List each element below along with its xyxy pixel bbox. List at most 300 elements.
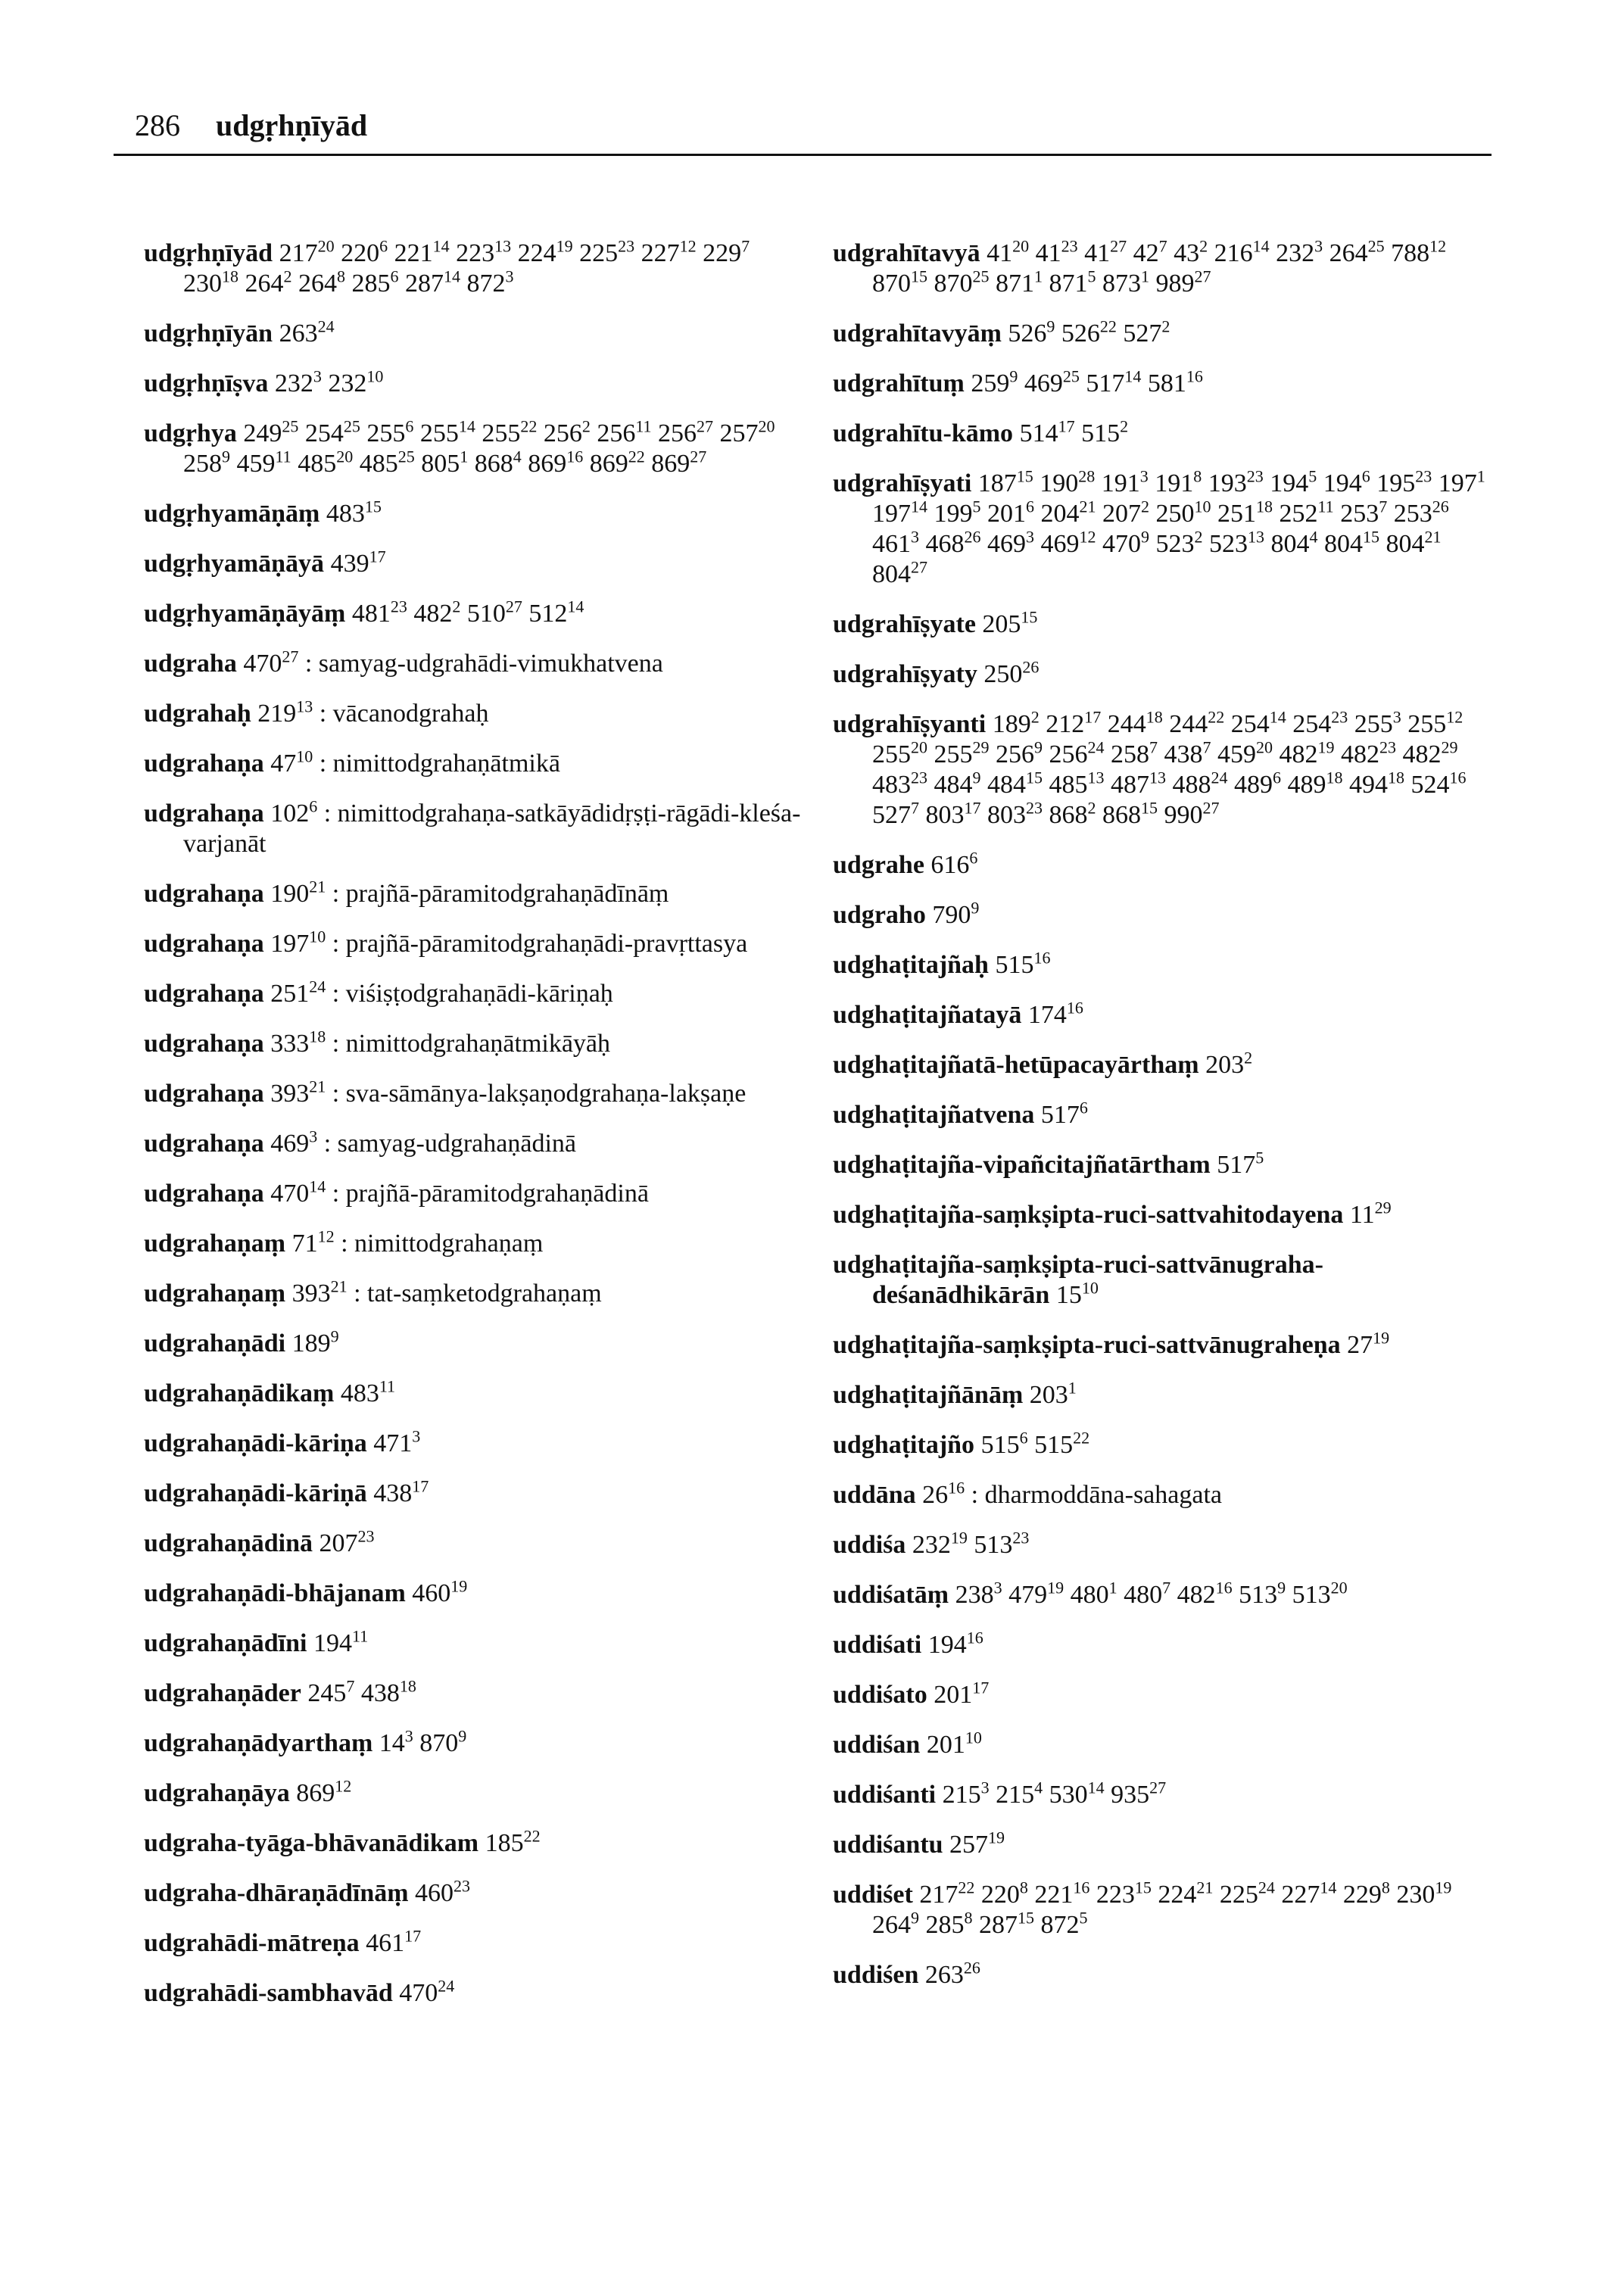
reference	[1349, 768, 1404, 799]
index-entry	[833, 1730, 1499, 1760]
reference	[982, 607, 1038, 638]
reference	[1101, 466, 1149, 497]
references	[373, 1426, 421, 1457]
reference	[1133, 236, 1167, 267]
ref-page: 264	[1329, 239, 1368, 267]
headword: udgrahaṇādi-kāriṇā	[144, 1479, 367, 1507]
reference	[924, 1958, 980, 1989]
ref-page: 530	[1049, 1781, 1088, 1809]
reference	[279, 236, 335, 267]
ref-page: 207	[319, 1529, 358, 1557]
reference	[1292, 707, 1348, 738]
ref-line: 3	[1026, 527, 1034, 547]
ref-line: 4	[1034, 1778, 1043, 1797]
ref-page: 484	[934, 771, 973, 799]
ref-line: 25	[1062, 366, 1080, 386]
reference	[304, 416, 360, 447]
ref-line: 9	[1009, 366, 1018, 386]
ref-line: 27	[282, 647, 299, 666]
ref-page: 483	[340, 1379, 379, 1407]
reference	[1347, 1328, 1390, 1359]
ref-page: 333	[270, 1030, 310, 1058]
ref-line: 16	[1066, 998, 1083, 1018]
index-entry	[833, 1830, 1499, 1860]
headword: udgṛhyamāṇāṃ	[144, 500, 320, 528]
ref-line: 16	[966, 1628, 983, 1647]
reference	[1061, 316, 1117, 348]
ref-page: 869	[589, 450, 628, 478]
ref-line: 2	[1194, 527, 1203, 547]
references	[949, 1828, 1005, 1859]
reference	[1324, 527, 1379, 558]
gloss: : sva-sāmānya-lakṣaṇodgrahaṇa-lakṣaṇe	[332, 1080, 747, 1108]
headword: udgrahaṇaṃ	[144, 1230, 286, 1258]
index-entry	[144, 549, 810, 579]
headword: udghaṭitajñānāṃ	[833, 1381, 1024, 1409]
headword: udgrahaṇāya	[144, 1779, 290, 1807]
ref-line: 21	[309, 1077, 326, 1096]
reference	[1292, 1578, 1348, 1609]
ref-line: 14	[309, 1177, 326, 1196]
ref-line: 11	[275, 447, 291, 466]
headword: uddiśatāṃ	[833, 1581, 949, 1609]
ref-page: 203	[1029, 1381, 1068, 1409]
ref-page: 11	[1349, 1201, 1375, 1229]
reference	[934, 266, 990, 298]
ref-page: 870	[934, 270, 973, 298]
reference	[1102, 497, 1149, 528]
headword: udgrahaṇaṃ	[144, 1279, 286, 1308]
headword: uddāna	[833, 1481, 916, 1509]
ref-line: 24	[1211, 768, 1228, 787]
ref-line: 9	[971, 898, 980, 918]
headword: udgrahaṇādīni	[144, 1629, 307, 1657]
ref-page: 220	[341, 239, 380, 267]
index-entry	[833, 1630, 1499, 1660]
ref-page: 469	[1040, 530, 1080, 558]
reference	[359, 447, 415, 478]
ref-line: 24	[438, 1976, 455, 1996]
ref-page: 215	[942, 1781, 981, 1809]
reference	[987, 236, 1030, 267]
ref-line: 10	[965, 1728, 982, 1747]
ref-line: 23	[1379, 737, 1396, 757]
ref-page: 190	[270, 880, 310, 908]
ref-page: 185	[485, 1829, 524, 1857]
ref-page: 194	[927, 1631, 967, 1659]
ref-page: 483	[872, 771, 911, 799]
headword: uddiśen	[833, 1961, 919, 1989]
headword: udgṛhṇīṣva	[144, 369, 269, 397]
headword: udgṛhyamāṇāyāṃ	[144, 600, 346, 628]
references	[1205, 1048, 1253, 1079]
reference	[872, 798, 919, 829]
ref-line: 3	[1392, 707, 1401, 727]
ref-line: 25	[397, 447, 415, 466]
index-entry	[144, 1626, 810, 1659]
reference	[983, 657, 1040, 688]
ref-line: 4	[513, 447, 522, 466]
ref-line: 6	[309, 796, 318, 816]
reference	[1040, 527, 1096, 558]
references	[243, 647, 299, 678]
ref-page: 479	[1008, 1581, 1048, 1609]
reference	[1172, 768, 1228, 799]
ref-page: 230	[1396, 1881, 1435, 1909]
ref-page: 244	[1107, 710, 1146, 738]
ref-page: 285	[925, 1911, 965, 1939]
gloss: : samyag-udgrahaṇādinā	[323, 1130, 576, 1158]
ref-line: 22	[1208, 707, 1225, 727]
reference	[351, 266, 399, 298]
reference	[1164, 798, 1220, 829]
ref-page: 220	[980, 1881, 1020, 1909]
ref-page: 523	[1155, 530, 1195, 558]
ref-page: 194	[1270, 469, 1309, 497]
ref-line: 24	[309, 977, 326, 996]
reference	[1102, 798, 1158, 829]
reference	[1279, 737, 1335, 768]
reference	[243, 416, 299, 447]
ref-line: 27	[505, 597, 522, 616]
ref-page: 483	[326, 500, 365, 528]
ref-page: 221	[394, 239, 433, 267]
ref-line: 13	[1149, 768, 1166, 787]
ref-page: 229	[1342, 1881, 1382, 1909]
ref-line: 12	[317, 1226, 335, 1246]
ref-page: 41	[1084, 239, 1111, 267]
reference	[872, 557, 927, 588]
ref-line: 2	[581, 416, 591, 436]
reference	[1393, 497, 1449, 528]
reference	[291, 1326, 339, 1357]
ref-line: 17	[369, 547, 386, 566]
reference	[270, 746, 313, 778]
headword: udghaṭitajña-saṃkṣipta-ruci-sattvānugraheṇa	[833, 1331, 1341, 1359]
ref-page: 225	[1219, 1881, 1258, 1909]
reference	[949, 1828, 1005, 1859]
ref-page: 513	[1239, 1581, 1278, 1609]
ref-page: 15	[1055, 1281, 1082, 1309]
ref-page: 232	[912, 1531, 951, 1559]
gloss: : vācanodgrahaḥ	[319, 700, 489, 728]
index-entry	[833, 1200, 1499, 1230]
headword: udgrahītuṃ	[833, 369, 965, 397]
ref-page: 254	[1230, 710, 1270, 738]
ref-line: 19	[556, 236, 573, 256]
ref-line: 19	[1435, 1878, 1452, 1897]
index-entry	[833, 366, 1499, 399]
ref-page: 869	[296, 1779, 335, 1807]
ref-page: 990	[1164, 801, 1203, 829]
ref-line: 20	[911, 737, 927, 757]
index-entry	[833, 1050, 1499, 1080]
index-entry	[833, 1330, 1499, 1361]
reference	[658, 416, 714, 447]
references	[274, 366, 384, 397]
reference	[1234, 768, 1281, 799]
ref-line: 18	[1256, 497, 1273, 516]
ref-line: 29	[972, 737, 990, 757]
ref-page: 515	[1081, 419, 1121, 447]
reference	[307, 1676, 355, 1707]
reference	[925, 527, 981, 558]
reference	[1111, 1778, 1167, 1809]
ref-line: 26	[963, 1958, 980, 1978]
ref-line: 10	[296, 746, 313, 766]
headword: udgrahādi-mātreṇa	[144, 1929, 360, 1957]
reference	[1008, 316, 1055, 348]
ref-line: 6	[1273, 768, 1281, 787]
reference	[1174, 236, 1208, 267]
reference	[1049, 737, 1105, 768]
ref-line: 27	[1149, 1778, 1167, 1797]
reference	[1158, 1878, 1214, 1909]
ref-line: 2	[1199, 236, 1208, 256]
index-entry	[833, 416, 1499, 449]
ref-line: 8	[1381, 1878, 1390, 1897]
ref-page: 204	[1040, 500, 1080, 528]
ref-page: 485	[359, 450, 398, 478]
reference	[236, 447, 291, 478]
ref-line: 9	[972, 768, 981, 787]
reference	[934, 497, 981, 528]
headword: uddiśato	[833, 1681, 927, 1709]
ref-line: 7	[346, 1676, 355, 1696]
references	[296, 1776, 352, 1807]
ref-page: 871	[996, 270, 1034, 298]
index-entry	[144, 1526, 810, 1559]
ref-line: 18	[1388, 768, 1404, 787]
reference	[1177, 1578, 1233, 1609]
ref-page: 287	[979, 1911, 1018, 1939]
reference	[1208, 466, 1264, 497]
index-entry	[144, 316, 810, 349]
reference	[419, 416, 475, 447]
ref-page: 189	[992, 710, 1031, 738]
references	[930, 848, 978, 879]
reference	[270, 1177, 326, 1208]
reference	[351, 597, 407, 628]
ref-line: 19	[1373, 1328, 1390, 1348]
ref-page: 215	[996, 1781, 1035, 1809]
index-entry	[144, 1376, 810, 1409]
reference	[1019, 416, 1075, 447]
headword: udgrahaṇa	[144, 880, 264, 908]
ref-line: 17	[964, 798, 981, 818]
ref-page: 438	[1164, 740, 1203, 768]
ref-page: 232	[274, 369, 313, 397]
index-entry	[833, 1000, 1499, 1030]
ref-line: 16	[1033, 948, 1051, 968]
ref-line: 20	[317, 236, 335, 256]
reference	[1281, 1878, 1337, 1909]
ref-line: 25	[343, 416, 360, 436]
reference	[270, 927, 326, 958]
index-entry	[833, 609, 1499, 640]
reference	[360, 1676, 416, 1707]
reference	[1438, 466, 1485, 497]
headword: udgrahītavyā	[833, 239, 980, 267]
reference	[703, 236, 750, 267]
headword: udghaṭitajñatayā	[833, 1001, 1022, 1029]
ref-page: 255	[419, 419, 459, 447]
reference	[373, 1426, 421, 1457]
ref-line: 17	[1084, 707, 1102, 727]
index-entry	[144, 1276, 810, 1309]
ref-line: 15	[364, 497, 382, 516]
reference	[1164, 737, 1211, 768]
ref-page: 255	[934, 740, 973, 768]
reference	[912, 1528, 968, 1559]
ref-line: 10	[366, 366, 384, 386]
references	[319, 1526, 375, 1557]
index-entry	[833, 1100, 1499, 1130]
ref-line: 17	[404, 1926, 422, 1946]
ref-page: 873	[1102, 270, 1141, 298]
ref-page: 870	[872, 270, 911, 298]
references	[270, 1127, 318, 1158]
reference	[412, 1576, 468, 1607]
ref-page: 803	[925, 801, 965, 829]
ref-line: 14	[458, 416, 475, 436]
ref-page: 224	[517, 239, 556, 267]
ref-page: 257	[719, 419, 759, 447]
index-entry	[144, 1029, 810, 1059]
references	[982, 607, 1038, 638]
reference	[996, 737, 1043, 768]
ref-page: 191	[1101, 469, 1140, 497]
ref-page: 481	[351, 600, 391, 628]
ref-line: 7	[1149, 737, 1158, 757]
reference	[482, 416, 538, 447]
left-column	[144, 238, 810, 2028]
index-entry	[833, 1430, 1499, 1460]
ref-page: 212	[1046, 710, 1085, 738]
index-entry	[144, 879, 810, 909]
reference	[1024, 366, 1080, 397]
ref-page: 804	[1324, 530, 1363, 558]
ref-page: 264	[872, 1911, 911, 1939]
headword: udgrahīṣyati	[833, 469, 972, 497]
headword: udgrahīṣyanti	[833, 710, 987, 738]
ref-line: 7	[911, 798, 919, 818]
ref-page: 468	[925, 530, 965, 558]
headword: udghaṭitajño	[833, 1431, 975, 1459]
headword: udgrahaṇa	[144, 1030, 264, 1058]
ref-line: 23	[1415, 466, 1432, 486]
ref-page: 469	[270, 1130, 310, 1158]
ref-page: 256	[996, 740, 1034, 768]
ref-page: 872	[1040, 1911, 1080, 1939]
ref-page: 256	[543, 419, 582, 447]
ref-line: 17	[412, 1476, 429, 1496]
ref-line: 6	[1019, 1428, 1028, 1448]
reference	[979, 1908, 1034, 1939]
reference	[1096, 1878, 1152, 1909]
ref-page: 482	[1402, 740, 1442, 768]
ref-page: 935	[1111, 1781, 1150, 1809]
headword: udgṛhṇīyād	[144, 239, 273, 267]
ref-page: 252	[1279, 500, 1318, 528]
ref-page: 470	[243, 650, 282, 678]
reference	[971, 366, 1018, 397]
ref-line: 13	[1248, 527, 1264, 547]
ref-line: 24	[1087, 737, 1105, 757]
references	[313, 1626, 369, 1657]
ref-page: 513	[974, 1531, 1013, 1559]
ref-line: 29	[1374, 1198, 1392, 1217]
ref-line: 15	[1018, 1908, 1034, 1928]
index-entry	[144, 416, 810, 479]
index-entry	[833, 1780, 1499, 1810]
headword: udgrahīṣyaty	[833, 660, 977, 688]
ref-line: 9	[330, 1326, 339, 1346]
ref-page: 393	[291, 1279, 331, 1308]
reference	[1034, 1878, 1090, 1909]
references	[415, 1876, 471, 1907]
ref-page: 438	[360, 1679, 400, 1707]
ref-page: 207	[1102, 500, 1141, 528]
headword: udgrahe	[833, 851, 924, 879]
reference	[270, 1077, 326, 1108]
reference	[651, 447, 707, 478]
ref-page: 238	[955, 1581, 994, 1609]
headword: udgrahaṇa	[144, 1080, 264, 1108]
headword: udghaṭitajñatvena	[833, 1101, 1035, 1129]
ref-line: 22	[523, 1826, 541, 1846]
reference	[872, 497, 927, 528]
reference	[932, 898, 980, 929]
ref-line: 10	[1081, 1278, 1099, 1298]
reference	[528, 597, 584, 628]
reference	[1354, 707, 1401, 738]
reference	[243, 647, 299, 678]
references	[1055, 1278, 1099, 1309]
ref-page: 255	[872, 740, 911, 768]
ref-page: 480	[1070, 1581, 1109, 1609]
ref-page: 254	[1292, 710, 1332, 738]
headword: udgrahaṇa	[144, 980, 264, 1008]
ref-line: 14	[1124, 366, 1142, 386]
ref-line: 22	[1073, 1428, 1090, 1448]
reference	[930, 848, 978, 879]
reference	[419, 1726, 467, 1757]
reference	[1376, 466, 1432, 497]
reference	[1205, 1048, 1253, 1079]
references	[485, 1826, 541, 1857]
ref-page: 217	[279, 239, 318, 267]
ref-page: 513	[1292, 1581, 1331, 1609]
ref-page: 581	[1147, 369, 1186, 397]
ref-line: 8	[1193, 466, 1202, 486]
reference	[987, 497, 1034, 528]
reference	[1323, 466, 1370, 497]
ref-line: 2	[1120, 416, 1129, 436]
headword: udghaṭitajñaḥ	[833, 951, 989, 979]
ref-page: 225	[579, 239, 619, 267]
ref-line: 29	[1441, 737, 1458, 757]
ref-page: 250	[983, 660, 1023, 688]
headword: udgrahaḥ	[144, 700, 251, 728]
ref-page: 216	[1214, 239, 1253, 267]
ref-line: 15	[911, 266, 927, 286]
reference	[1040, 497, 1096, 528]
ref-page: 201	[987, 500, 1026, 528]
reference	[298, 447, 354, 478]
ref-page: 869	[528, 450, 567, 478]
reference	[1230, 707, 1286, 738]
